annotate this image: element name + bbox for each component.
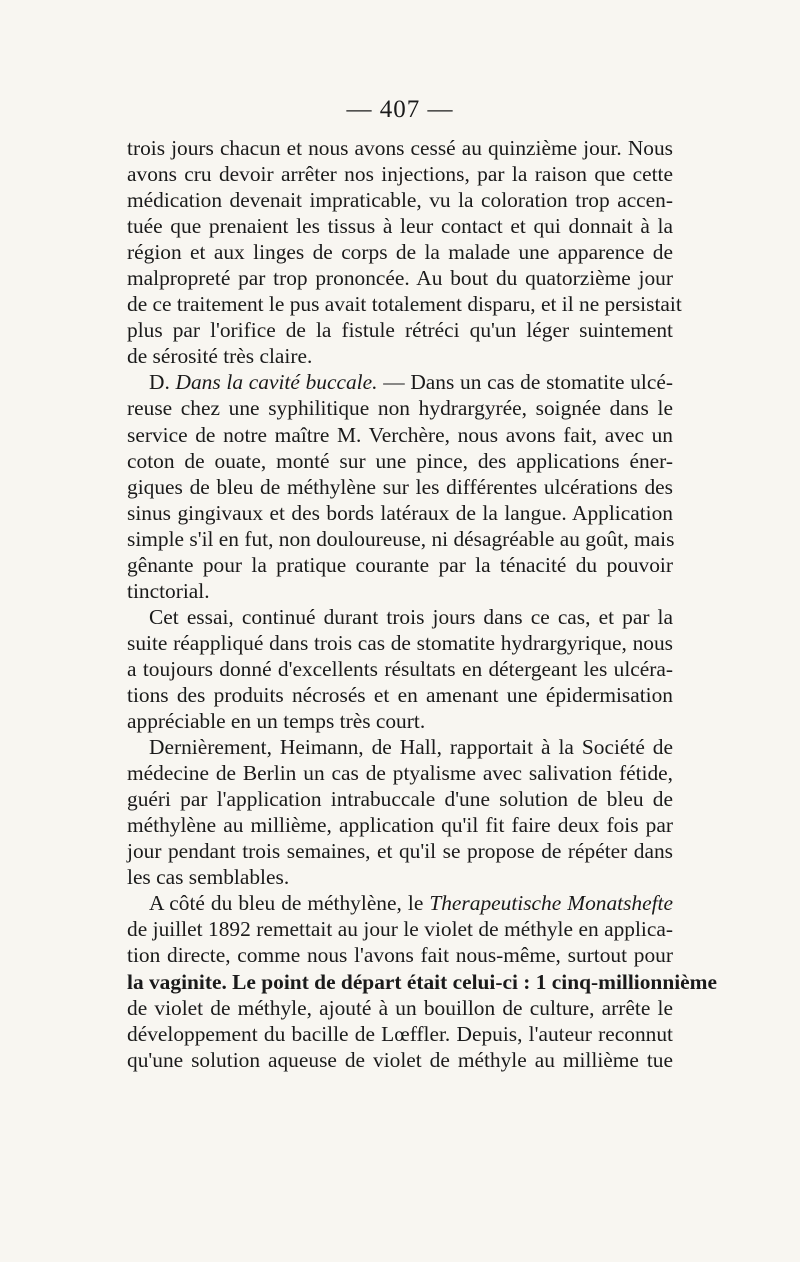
text-line: service de notre maître M. Verchère, nous avons fait, avec un bbox=[127, 422, 673, 447]
text-line: Cet essai, continué durant trois jours dans ce cas, et par la bbox=[149, 604, 673, 629]
text-line: tuée que prenaient les tissus à leur contact et qui donnait à la bbox=[127, 214, 673, 239]
text-line: gênante pour la pratique courante par la ténacité du pouvoir bbox=[127, 552, 673, 577]
journal-line bbox=[127, 890, 673, 916]
text-line: de juillet 1892 remettait au jour le violet de méthyle en applica- bbox=[127, 917, 673, 942]
text-line: appréciable en un temps très court. bbox=[127, 709, 426, 734]
text-line: la vaginite. Le point de départ était celui-ci : 1 cinq-millionnième bbox=[127, 969, 717, 994]
text-line: sinus gingivaux et des bords latéraux de la langue. Application bbox=[127, 500, 673, 525]
text-line: Dans un cas de stomatite ulcé- bbox=[410, 370, 673, 395]
text-line: coton de ouate, monté sur une pince, des applications éner- bbox=[127, 448, 673, 473]
text-line: tion directe, comme nous l'avons fait nous-même, surtout pour bbox=[127, 943, 673, 968]
text-line: avons cru devoir arrêter nos injections, par la raison que cette bbox=[127, 162, 673, 187]
text-line: développement du bacille de Lœffler. Depuis, l'auteur reconnut bbox=[127, 1021, 673, 1046]
text-line: qu'une solution aqueuse de violet de méthyle au millième tue bbox=[127, 1047, 673, 1072]
text-line: A côté du bleu de méthylène, le bbox=[149, 891, 424, 916]
text-line: les cas semblables. bbox=[127, 865, 290, 890]
text-line: médecine de Berlin un cas de ptyalisme avec salivation fétide, bbox=[127, 761, 673, 786]
text-line: région et aux linges de corps de la malade une apparence de bbox=[127, 240, 673, 265]
text-line: guéri par l'application intrabuccale d'une solution de bleu de bbox=[127, 787, 673, 812]
text-line: Dernièrement, Heimann, de Hall, rapportait à la Société de bbox=[149, 735, 673, 760]
page-number: — 407 — bbox=[346, 96, 454, 123]
text-line: jour pendant trois semaines, et qu'il se propose de répéter dans bbox=[127, 839, 673, 864]
text-line: de ce traitement le pus avait totalement disparu, et il ne persistait bbox=[127, 292, 682, 317]
section-heading-line bbox=[127, 369, 673, 395]
journal-title: Therapeutische Monatshefte bbox=[429, 891, 673, 916]
text-line: de violet de méthyle, ajouté à un bouillon de culture, arrête le bbox=[127, 995, 673, 1020]
text-line: reuse chez une syphilitique non hydrargyrée, soignée dans le bbox=[127, 396, 673, 421]
body-text bbox=[127, 135, 717, 1073]
text-line: malpropreté par trop prononcée. Au bout du quatorzième jour bbox=[127, 266, 673, 291]
text-line: giques de bleu de méthylène sur les différentes ulcérations des bbox=[127, 474, 673, 499]
section-title: Dans la cavité buccale. bbox=[175, 370, 378, 395]
text-line: tions des produits nécrosés et en amenant une épidermisation bbox=[127, 682, 673, 707]
text-line: médication devenait impraticable, vu la coloration trop accen- bbox=[127, 188, 673, 213]
text-line: trois jours chacun et nous avons cessé au quinzième jour. Nous bbox=[127, 136, 673, 160]
text-line: plus par l'orifice de la fistule rétréci qu'un léger suintement bbox=[127, 318, 673, 343]
text-line: suite réappliqué dans trois cas de stomatite hydrargyrique, nous bbox=[127, 630, 673, 655]
text-line: tinctorial. bbox=[127, 578, 210, 603]
text-line: simple s'il en fut, non douloureuse, ni désagréable au goût, mais bbox=[127, 526, 675, 551]
section-letter: D. bbox=[149, 370, 170, 395]
section-dash: — bbox=[383, 370, 405, 395]
text-line: méthylène au millième, application qu'il fit faire deux fois par bbox=[127, 813, 673, 838]
text-line: a toujours donné d'excellents résultats en détergeant les ulcéra- bbox=[127, 656, 673, 681]
text-line: de sérosité très claire. bbox=[127, 344, 313, 369]
